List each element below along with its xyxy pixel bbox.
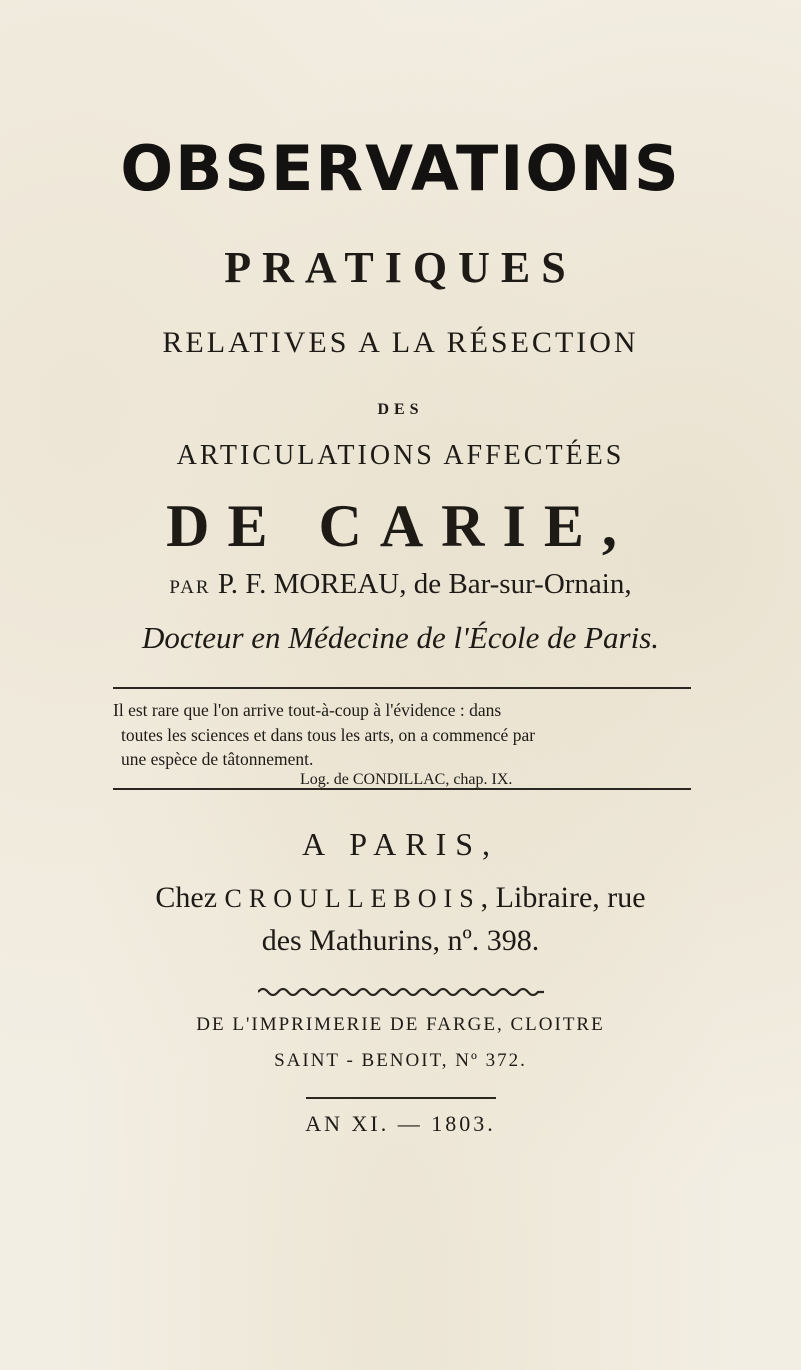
imprint-city: A PARIS, <box>301 826 500 862</box>
publisher-suffix: , Libraire, rue <box>480 881 646 914</box>
author-line <box>0 568 801 601</box>
printer-line-2: SAINT - BENOIT, Nº 372. <box>274 1050 527 1071</box>
title-des: DES <box>377 401 424 418</box>
title-articulations: ARTICULATIONS AFFECTÉES <box>176 440 625 471</box>
title-observations: OBSERVATIONS <box>120 132 681 205</box>
epigraph-line-2: toutes les sciences et dans tous les arts, on a commencé par <box>121 725 536 745</box>
publisher-name: CROULLEBOIS <box>224 884 481 913</box>
author-title: Docteur en Médecine de l'École de Paris. <box>141 620 660 655</box>
title-relatives: RELATIVES A LA RÉSECTION <box>162 326 639 359</box>
epigraph-line-3: une espèce de tâtonnement. <box>121 749 314 769</box>
publisher-prefix: Chez <box>155 881 218 914</box>
ornament-divider <box>258 986 544 998</box>
imprint-address: des Mathurins, nº. 398. <box>261 924 540 957</box>
epigraph-line-1: Il est rare que l'on arrive tout-à-coup à l'évidence : dans <box>113 700 502 720</box>
date-rule <box>306 1097 496 1099</box>
author-prefix: PAR <box>169 577 211 598</box>
publication-date: AN XI. — 1803. <box>305 1111 496 1136</box>
title-de-carie: DE CARIE, <box>166 493 635 559</box>
epigraph-source: Log. de CONDILLAC, chap. IX. <box>300 771 513 788</box>
title-pratiques: PRATIQUES <box>224 243 577 292</box>
printer-line-1: DE L'IMPRIMERIE DE FARGE, CLOITRE <box>196 1014 605 1035</box>
epigraph-bottom-rule <box>113 788 691 790</box>
author-name: P. F. MOREAU, de Bar-sur-Ornain, <box>217 568 632 600</box>
epigraph-top-rule <box>113 687 691 689</box>
imprint-publisher <box>0 881 801 915</box>
